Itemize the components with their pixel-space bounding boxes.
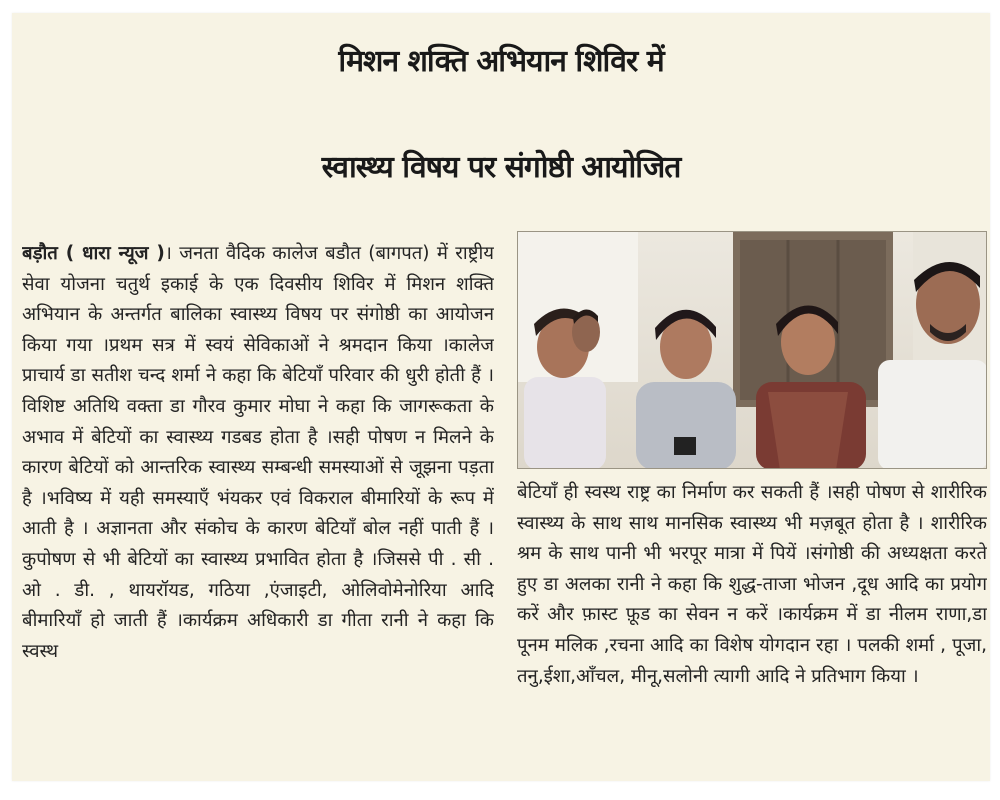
headline-line-1: मिशन शक्ति अभियान शिविर में — [338, 44, 664, 79]
headline-line-2: स्वास्थ्य विषय पर संगोष्ठी आयोजित — [321, 150, 681, 185]
article-body-left: । जनता वैदिक कालेज बडौत (बागपत) में राष्ट्रीय सेवा योजना चतुर्थ इकाई के एक दिवसीय शिविर में मिशन शक्ति अभियान के अन्तर्गत बालिका स्वास्थ्य विषय पर संगोष्ठी का आयोजन किया गया ।प्रथम सत्र में स्वयं सेविकाओं ने श्रमदान किया ।कालेज प्राचार्य डा सतीश चन्द शर्मा ने कहा कि बेटियाँ परिवार की धुरी होती हैं ।विशिष्ट अतिथि वक्ता डा गौरव कुमार मोघा ने कहा कि जागरूकता के अभाव में बेटियों का स्वास्थ्य गडबड होता है ।सही पोषण न मिलने के कारण बेटियों को आन्तरिक स्वास्थ्य सम्बन्धी समस्याओं से जूझना पड़ता है ।भविष्य में यही समस्याएँ भंयकर एवं विकराल बीमारियों के रूप में आती है । अज्ञानता और संकोच के कारण बेटियाँ बोल नहीं पाती हैं ।कुपोषण से भी बेटियों का स्वास्थ्य प्रभावित होता है ।जिससे पी . सी . ओ . डी. , थायरॉयड, गठिया ,एंजाइटी, ओलिवोमेनोरिया आदि बीमारियाँ हो जाती हैं ।कार्यक्रम अधिकारी डा गीता रानी ने कहा कि स्वस्थ — [22, 243, 494, 662]
newspaper-clipping — [12, 13, 990, 781]
news-photo — [517, 231, 987, 469]
photo-illustration — [518, 232, 987, 469]
dateline: बड़ौत ( धारा न्यूज ) — [22, 243, 165, 264]
article-column-right: बेटियाँ ही स्वस्थ राष्ट्र का निर्माण कर सकती हैं ।सही पोषण से शारीरिक स्वास्थ्य के साथ साथ मानसिक स्वास्थ्य भी मज़बूत होता है । शारीरिक श्रम के साथ पानी भी भरपूर मात्रा में पियें ।संगोष्ठी की अध्यक्षता करते हुए डा अलका रानी ने कहा कि शुद्ध-ताजा भोजन ,दूध आदि का प्रयोग करें और फ़ास्ट फ़ूड का सेवन न करें ।कार्यक्रम में डा नीलम राणा,डा पूनम मलिक ,रचना आदि का विशेष योगदान रहा । पलकी शर्मा , पूजा, तनु,ईशा,आँचल, मीनू,सलोनी त्यागी आदि ने प्रतिभाग किया । — [517, 482, 987, 687]
article-column-left — [22, 239, 494, 781]
